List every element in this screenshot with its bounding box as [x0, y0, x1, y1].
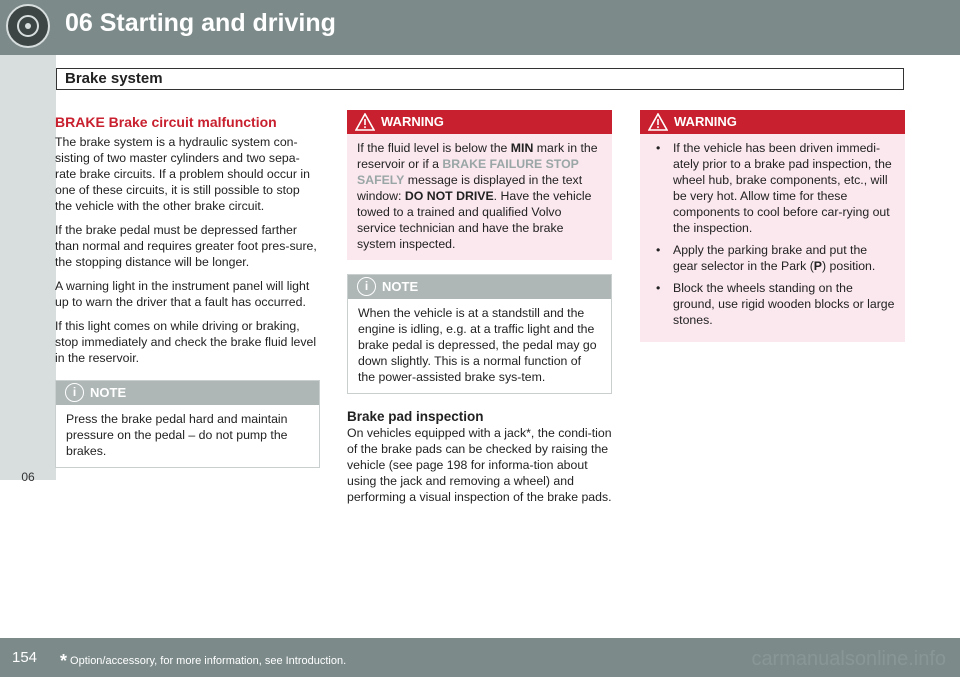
paragraph: On vehicles equipped with a jack*, the condi-tion of the brake pads can be checked by raising the vehicle (see page 198 for informa-tion about using the jack and removing a wheel) and performing a visual inspection of the brake pads.	[347, 426, 612, 504]
warning-title: WARNING	[381, 114, 444, 129]
column-left	[55, 110, 320, 482]
warning-triangle-icon	[355, 113, 375, 131]
note-title: NOTE	[382, 279, 419, 294]
warning-header	[640, 110, 905, 134]
list-item: • Block the wheels standing on the ground, use rigid wooden blocks or large stones.	[650, 280, 895, 328]
note-box	[347, 274, 612, 394]
steering-wheel-icon	[6, 4, 50, 48]
note-header	[56, 381, 319, 405]
note-text: Press the brake pedal hard and maintain pressure on the pedal – do not pump the brakes.	[66, 412, 288, 458]
watermark: carmanualsonline.info	[751, 648, 946, 670]
subheading: Brake pad inspection	[347, 409, 484, 424]
section-bar	[56, 68, 904, 90]
warning-box	[347, 110, 612, 260]
note-header	[348, 275, 611, 299]
list-item: • If the vehicle has been driven immedi-ately prior to a brake pad inspection, the wheel hub, brake components, etc., will be very hot. Allow time for these components to cool before car-rying out the inspection.	[650, 140, 895, 236]
info-icon: i	[65, 383, 84, 402]
chapter-header	[0, 0, 960, 55]
paragraph: If the brake pedal must be depressed farther than normal and requires greater foot pres-sure, the stopping distance will be longer.	[55, 223, 317, 269]
chapter-tab-label: 06	[21, 470, 35, 484]
section-heading: BRAKE Brake circuit malfunction	[55, 114, 277, 130]
display-message: BRAKE FAILURE STOP SAFELY	[357, 157, 579, 187]
section-title: Brake system	[65, 70, 163, 87]
warning-triangle-icon	[648, 113, 668, 131]
note-title: NOTE	[90, 385, 127, 400]
asterisk: *	[60, 651, 68, 671]
paragraph: A warning light in the instrument panel will light up to warn the driver that a fault has occurred.	[55, 279, 310, 309]
column-middle	[347, 110, 612, 513]
column-right	[640, 110, 905, 356]
chapter-title: 06 Starting and driving	[65, 9, 336, 37]
footnote: * Option/accessory, for more information, see Introduction.	[60, 651, 347, 671]
warning-list	[640, 134, 905, 342]
paragraph: If this light comes on while driving or braking, stop immediately and check the brake fluid level in the reservoir.	[55, 319, 317, 365]
info-icon: i	[357, 277, 376, 296]
chapter-side-tab	[0, 55, 56, 484]
list-item: • Apply the parking brake and put the gear selector in the Park (P) position.	[650, 242, 895, 274]
page-footer	[0, 638, 960, 677]
paragraph: The brake system is a hydraulic system con-sisting of two master cylinders and two sepa-rate brake circuits. If a problem should occur in one of these circuits, it is still possible to stop the vehicle with the other brake circuit.	[55, 135, 310, 213]
warning-title: WARNING	[674, 114, 737, 129]
warning-header	[347, 110, 612, 134]
note-text: When the vehicle is at a standstill and the engine is idling, e.g. at a traffic light and the brake pedal is depressed, the pedal may go down slightly. This is a normal function of the power-assisted brake sys-tem.	[358, 306, 597, 384]
warning-text: If the fluid level is below the MIN mark in the reservoir or if a BRAKE FAILURE STOP SAFELY message is displayed in the text window: DO NOT DRIVE. Have the vehicle towed to a trained and qualified Volvo service technician and have the brake system inspected.	[357, 141, 598, 251]
page-number: 154	[12, 649, 38, 666]
note-box	[55, 380, 320, 468]
warning-box	[640, 110, 905, 342]
